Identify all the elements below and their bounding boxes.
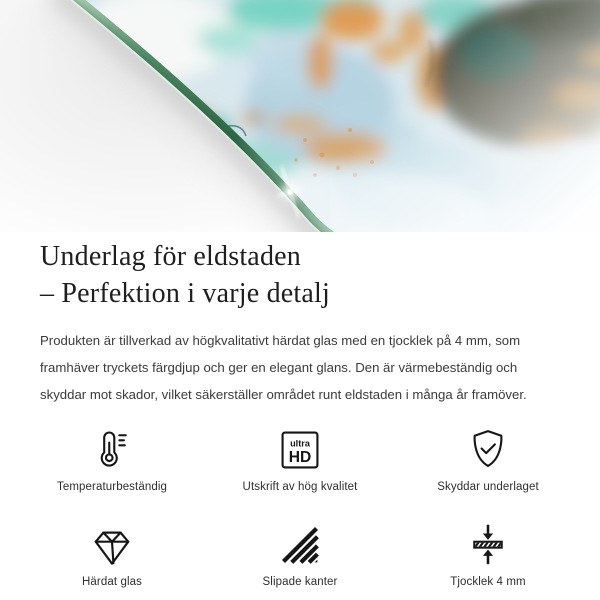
- glass-hearth-pad-artwork: [0, 0, 600, 232]
- product-hero-image: [0, 0, 600, 232]
- product-description-text: Produkten är tillverkad av högkvalitativt härdat glas med en tjocklek på 4 mm, som framhäver tryckets färgdjup och ger en elegant glans. Den är värmebeständig och skyddar mot skador, vilket säkerställer området runt eldstaden i många år framöver.: [40, 333, 527, 402]
- feature-tempered-glass: [18, 519, 206, 588]
- page-title: [40, 238, 560, 312]
- content-area: [0, 238, 600, 588]
- feature-thickness: [394, 519, 582, 588]
- svg-text:ultra: ultra: [290, 438, 310, 449]
- feature-label: Skyddar underlaget: [437, 481, 539, 493]
- feature-label: Slipade kanter: [262, 576, 338, 588]
- feature-print-quality: [206, 424, 394, 493]
- thermometer-icon: [90, 424, 134, 472]
- shield-check-icon: [466, 424, 510, 472]
- feature-label: Härdat glas: [82, 576, 142, 588]
- feature-temperature-resistant: [18, 424, 206, 493]
- beveled-edge-icon: [278, 519, 322, 567]
- thickness-icon: [466, 519, 510, 567]
- heading-line-1: Underlag för eldstaden: [40, 241, 301, 272]
- heading-line-2: – Perfektion i varje detalj: [40, 278, 330, 309]
- svg-text:HD: HD: [288, 448, 312, 466]
- diamond-icon: [89, 519, 135, 567]
- features-grid: [18, 424, 582, 588]
- feature-protects-surface: [394, 424, 582, 493]
- feature-ground-edges: [206, 519, 394, 588]
- feature-label: Utskrift av hög kvalitet: [242, 481, 358, 493]
- feature-label: Tjocklek 4 mm: [450, 576, 526, 588]
- feature-label: Temperaturbeständig: [57, 481, 167, 493]
- ultra-hd-icon: [278, 424, 322, 472]
